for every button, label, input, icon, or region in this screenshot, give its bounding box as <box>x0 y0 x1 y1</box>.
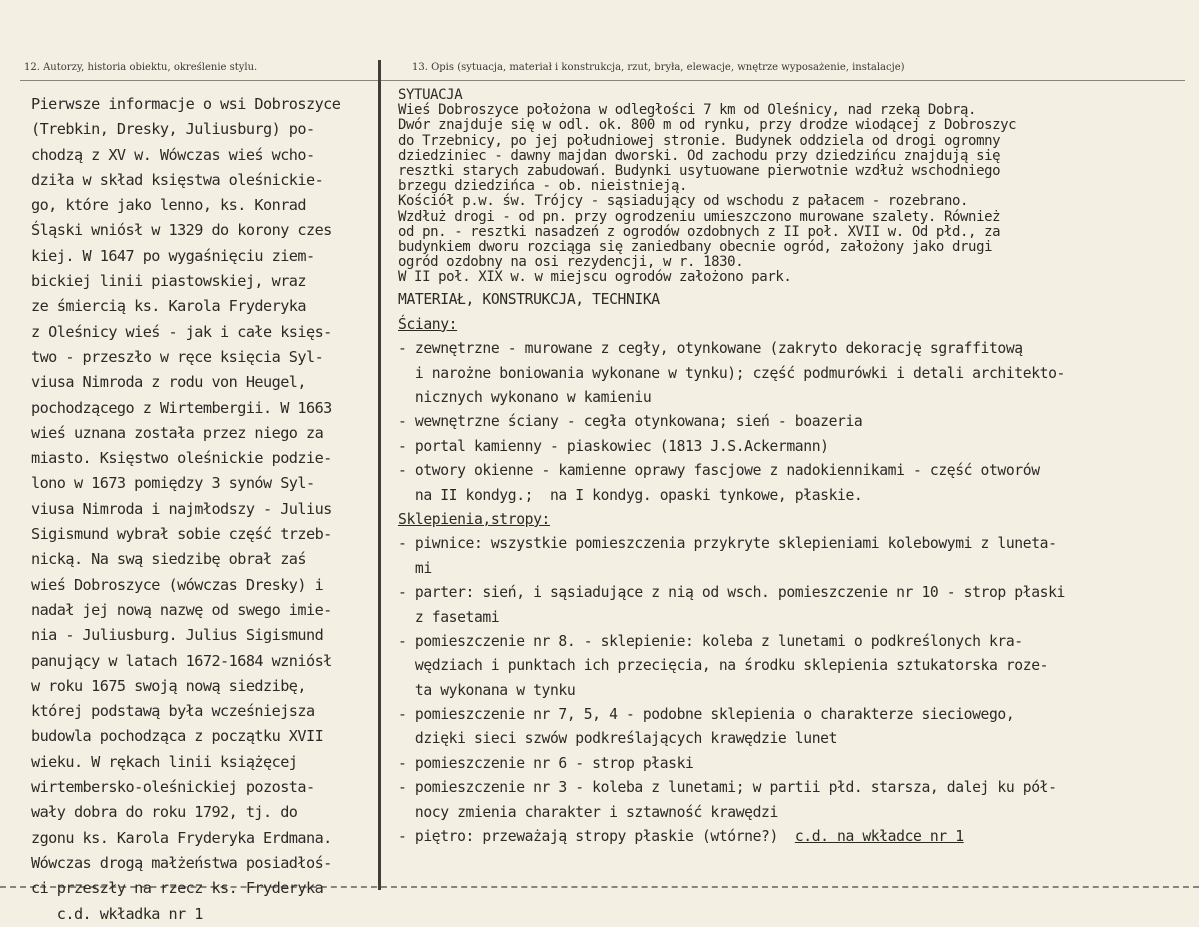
vaults-text-line: mi <box>398 559 432 577</box>
walls-text-line: na II kondyg.; na I kondyg. opaski tynkowe, płaskie. <box>398 486 863 504</box>
vaults-text-line: - pomieszczenie nr 6 - strop płaski <box>398 754 694 772</box>
material-heading: MATERIAŁ, KONSTRUKCJA, TECHNIKA <box>398 291 660 309</box>
history-text-line: lono w 1673 pomiędzy 3 synów Syl- <box>31 474 315 493</box>
last-line <box>398 825 1193 849</box>
history-text-line: chodzą z XV w. Wówczas wieś wcho- <box>31 145 315 164</box>
history-text-line: w roku 1675 swoją nową siedzibę, <box>31 676 306 695</box>
history-text-line: Wówczas drogą małżeństwa posiadłoś- <box>31 853 332 872</box>
vaults-text-line: nocy zmienia charakter i sztawność krawędzi <box>398 803 778 821</box>
vaults-text-line: ta wykonana w tynku <box>398 681 576 699</box>
history-text-line: viusa Nimroda i najmłodszy - Julius <box>31 499 332 518</box>
situation-text-line: Kościół p.w. św. Trójcy - sąsiadujący od wschodu z pałacem - rozebrano. <box>398 193 969 210</box>
history-text-line: wirtembersko-oleśnickiej pozosta- <box>31 778 315 797</box>
situation-text-line: Dwór znajduje się w odl. ok. 800 m od rynku, przy drodze wiodącej z Dobroszyc <box>398 117 1017 134</box>
situation-text-line: resztki starych zabudowań. Budynki usytuowane pierwotnie wzdłuż wschodniego <box>398 162 1001 179</box>
situation-text-line: budynkiem dworu rozciąga się zaniedbany obecnie ogród, założony jako drugi <box>398 238 993 255</box>
history-text-line: pochodzącego z Wirtembergii. W 1663 <box>31 398 332 417</box>
walls-heading: Ściany: <box>398 315 458 333</box>
situation-text-line: dziedziniec - dawny majdan dworski. Od zachodu przy dziedzińcu znajdują się <box>398 147 1001 164</box>
situation-text-line: Wieś Dobroszyce położona w odległości 7 km od Oleśnicy, nad rzeką Dobrą. <box>398 102 977 119</box>
history-text-line: z Oleśnicy wieś - jak i całe księs- <box>31 322 332 341</box>
history-text-line: nadał jej nową nazwę od swego imie- <box>31 600 332 619</box>
vaults-text-line: wędziach i punktach ich przecięcia, na środku sklepienia sztukatorska roze- <box>398 657 1049 675</box>
walls-text-line: - zewnętrzne - murowane z cegły, otynkowane (zakryto dekorację sgraffitową <box>398 340 1023 358</box>
history-text-line: Śląski wniósł w 1329 do korony czes <box>31 221 332 240</box>
situation-text-line: Wzdłuż drogi - od pn. przy ogrodzeniu umieszczono murowane szalety. Również <box>398 208 1001 225</box>
history-text-line: nicką. Na swą siedzibę obrał zaś <box>31 550 306 569</box>
history-text-line: dziła w skład księstwa oleśnickie- <box>31 170 324 189</box>
history-text-line: bickiej linii piastowskiej, wraz <box>31 272 306 291</box>
left-column-header: 12. Autorzy, historia obiektu, określenie stylu. <box>24 62 258 73</box>
walls-text-line: nicznych wykonano w kamieniu <box>398 389 652 406</box>
walls-text-line: - portal kamienny - piaskowiec (1813 J.S.Ackermann) <box>398 437 829 455</box>
walls-text-line: - wewnętrzne ściany - cegła otynkowana; sień - boazeria <box>398 413 863 431</box>
history-text-line: wieku. W rękach linii książęcej <box>31 752 298 771</box>
history-text-line: two - przeszło w ręce księcia Syl- <box>31 347 324 366</box>
situation-text-line: od pn. - resztki nasadzeń z ogrodów ozdobnych z II poł. XVII w. Od płd., za <box>398 223 1001 240</box>
vaults-text-line: - piwnice: wszystkie pomieszczenia przykryte sklepieniami kolebowymi z luneta- <box>398 535 1057 553</box>
continuation-note: c.d. na wkładce nr 1 <box>794 828 964 846</box>
description-column <box>398 88 1193 849</box>
history-text-line: c.d. wkładka nr 1 <box>31 904 203 923</box>
history-text-line: której podstawą była wcześniejsza <box>31 702 315 721</box>
history-text-line: wieś uznana została przez niego za <box>31 423 324 442</box>
walls-text-line: - otwory okienne - kamienne oprawy fascjowe z nadokiennikami - część otworów <box>398 462 1040 480</box>
right-column-header: 13. Opis (sytuacja, materiał i konstrukcja, rzut, bryła, elewacje, wnętrze wyposażenie, instalacje) <box>412 62 905 73</box>
history-text-line: (Trebkin, Dresky, Juliusburg) po- <box>31 120 315 139</box>
history-text-line: nia - Juliusburg. Julius Sigismund <box>31 626 324 645</box>
history-text-line: viusa Nimroda z rodu von Heugel, <box>31 373 306 392</box>
vaults-text-line: - pomieszczenie nr 8. - sklepienie: koleba z lunetami o podkreślonych kra- <box>398 632 1023 650</box>
vaults-text-line: - parter: sień, i sąsiadujące z nią od wsch. pomieszczenie nr 10 - strop płaski <box>398 584 1065 602</box>
vaults-heading: Sklepienia,stropy: <box>398 510 550 528</box>
history-text-line: wały dobra do roku 1792, tj. do <box>31 803 298 822</box>
walls-text-line: i narożne boniowania wykonane w tynku); część podmurówki i detali architekto- <box>398 364 1065 382</box>
walls-text <box>398 337 1193 508</box>
situation-text-line: brzegu dziedzińca - ob. nieistnieją. <box>398 178 688 195</box>
history-text-line: Sigismund wybrał sobie część trzeb- <box>31 525 332 544</box>
history-column <box>31 92 383 927</box>
vaults-text-line: dzięki sieci szwów podkreślających krawędzie lunet <box>398 730 838 748</box>
history-text-line: zgonu ks. Karola Fryderyka Erdmana. <box>31 828 332 847</box>
vaults-text-line: - pomieszczenie nr 7, 5, 4 - podobne sklepienia o charakterze sieciowego, <box>398 706 1015 724</box>
history-text-line: wieś Dobroszyce (wówczas Dresky) i <box>31 575 324 594</box>
situation-text <box>398 103 1193 285</box>
history-text-line: ci przeszły na rzecz ks. Fryderyka <box>31 879 324 898</box>
history-text-line: Pierwsze informacje o wsi Dobroszyce <box>31 95 341 113</box>
history-text-line: miasto. Księstwo oleśnickie podzie- <box>31 449 332 468</box>
history-text-line: panujący w latach 1672-1684 wzniósł <box>31 651 332 670</box>
last-line-text: - piętro: przeważają stropy płaskie (wtórne?) <box>398 828 778 846</box>
vaults-text-line: - pomieszczenie nr 3 - koleba z lunetami; w partii płd. starsza, dalej ku pół- <box>398 779 1057 797</box>
vaults-text-line: z fasetami <box>398 608 500 626</box>
history-text-line: budowla pochodząca z początku XVII <box>31 727 324 746</box>
history-text-line: kiej. W 1647 po wygaśnięciu ziem- <box>31 246 315 265</box>
situation-text-line: W II poł. XIX w. w miejscu ogrodów założono park. <box>398 269 792 286</box>
situation-text-line: do Trzebnicy, po jej południowej stronie. Budynek oddziela od drogi ogromny <box>398 132 1001 149</box>
situation-text-line: ogród ozdobny na osi rezydencji, w r. 1830. <box>398 254 744 271</box>
history-text-line: go, które jako lenno, ks. Konrad <box>31 196 306 215</box>
vaults-text <box>398 532 1193 825</box>
situation-heading: SYTUACJA <box>398 87 463 103</box>
header-rule <box>20 80 1185 81</box>
history-text-line: ze śmiercią ks. Karola Fryderyka <box>31 297 306 316</box>
